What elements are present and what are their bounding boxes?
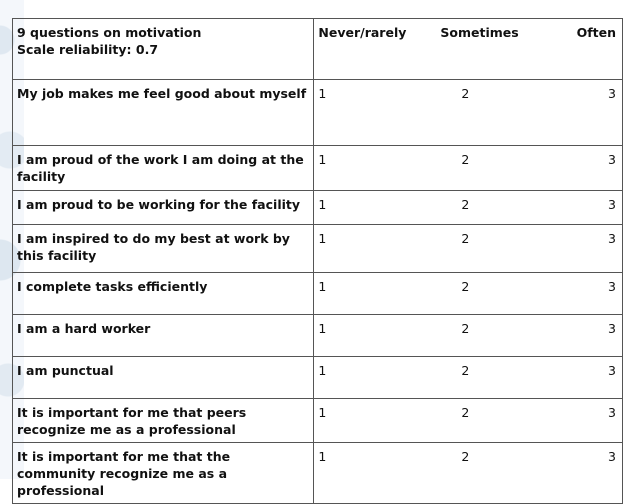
- scale-values: [314, 225, 623, 273]
- header-title-cell: [13, 19, 314, 80]
- question-text: I am punctual: [13, 357, 314, 399]
- header-scale-cell: [314, 19, 623, 80]
- question-text: My job makes me feel good about myself: [13, 80, 314, 146]
- question-text: I am a hard worker: [13, 315, 314, 357]
- scale-reliability: Scale reliability: 0.7: [17, 42, 159, 57]
- table-row: [13, 191, 623, 225]
- value-often: 3: [608, 197, 616, 212]
- question-text: I am proud of the work I am doing at the facility: [13, 146, 314, 191]
- value-sometimes: 2: [461, 279, 470, 294]
- scale-values: [314, 315, 623, 357]
- question-text: I am proud to be working for the facility: [13, 191, 314, 225]
- scale-often-label: Often: [576, 25, 616, 40]
- value-often: 3: [608, 86, 616, 101]
- value-never: 1: [318, 363, 327, 378]
- value-never: 1: [318, 152, 327, 167]
- table-row: [13, 357, 623, 399]
- scale-never-label: Never/rarely: [318, 25, 407, 40]
- value-often: 3: [608, 449, 616, 464]
- value-often: 3: [608, 321, 616, 336]
- table-title: 9 questions on motivation: [17, 25, 202, 40]
- value-often: 3: [608, 152, 616, 167]
- table-row: [13, 146, 623, 191]
- motivation-questionnaire-table: [12, 18, 623, 504]
- value-often: 3: [608, 279, 616, 294]
- scale-values: [314, 357, 623, 399]
- scale-sometimes-label: Sometimes: [440, 25, 519, 40]
- value-sometimes: 2: [461, 197, 470, 212]
- question-text: I complete tasks efficiently: [13, 273, 314, 315]
- scale-values: [314, 399, 623, 443]
- value-never: 1: [318, 321, 327, 336]
- question-text: I am inspired to do my best at work by this facility: [13, 225, 314, 273]
- question-text: It is important for me that peers recognize me as a professional: [13, 399, 314, 443]
- value-often: 3: [608, 231, 616, 246]
- value-sometimes: 2: [461, 152, 470, 167]
- scale-values: [314, 273, 623, 315]
- value-sometimes: 2: [461, 449, 470, 464]
- scale-values: [314, 191, 623, 225]
- value-often: 3: [608, 405, 616, 420]
- value-sometimes: 2: [461, 86, 470, 101]
- value-never: 1: [318, 231, 327, 246]
- value-never: 1: [318, 405, 327, 420]
- value-sometimes: 2: [461, 231, 470, 246]
- table-row: [13, 273, 623, 315]
- value-sometimes: 2: [461, 321, 470, 336]
- value-never: 1: [318, 86, 327, 101]
- question-text: It is important for me that the community recognize me as a professional: [13, 443, 314, 504]
- value-never: 1: [318, 449, 327, 464]
- table-row: [13, 399, 623, 443]
- scale-values: [314, 443, 623, 504]
- value-never: 1: [318, 279, 327, 294]
- scale-values: [314, 80, 623, 146]
- scale-values: [314, 146, 623, 191]
- table-row: [13, 225, 623, 273]
- table-row: [13, 315, 623, 357]
- value-often: 3: [608, 363, 616, 378]
- value-sometimes: 2: [461, 405, 470, 420]
- table-header-row: [13, 19, 623, 80]
- value-sometimes: 2: [461, 363, 470, 378]
- value-never: 1: [318, 197, 327, 212]
- table-row: [13, 443, 623, 504]
- table-row: [13, 80, 623, 146]
